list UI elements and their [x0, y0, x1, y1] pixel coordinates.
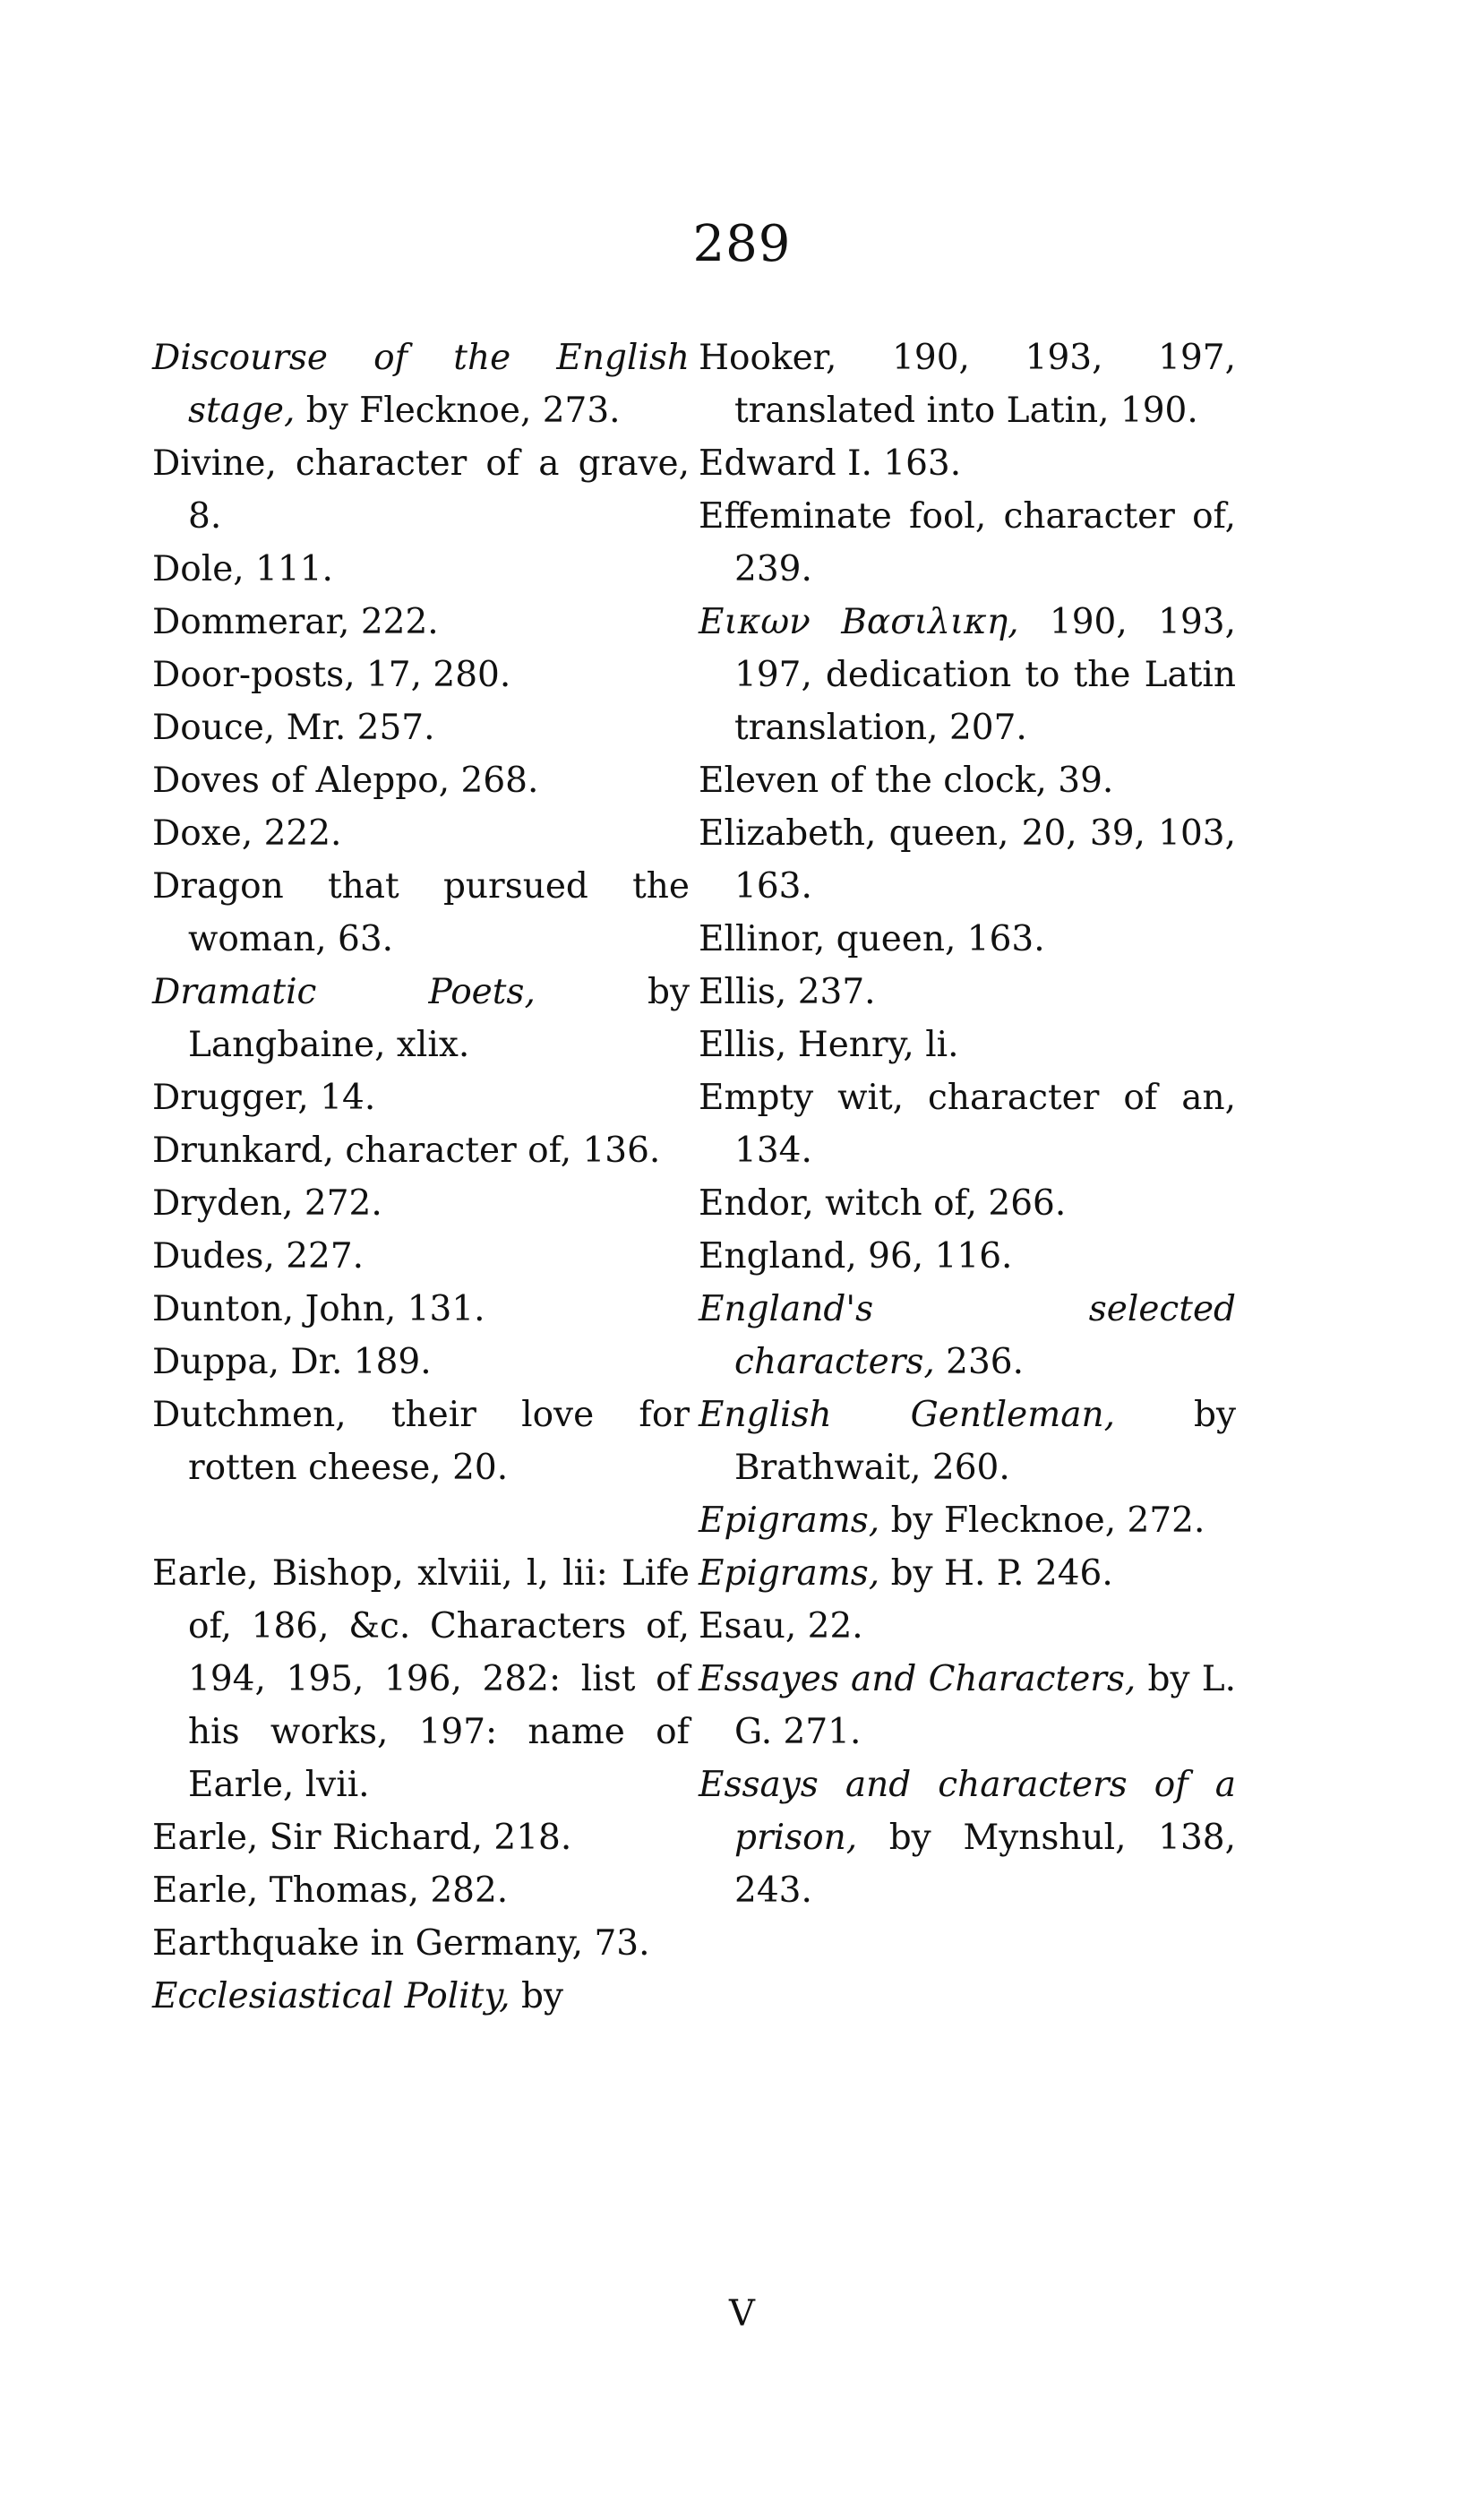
entry-text: Ellis, 237.: [699, 972, 876, 1012]
signature-mark: V: [729, 2293, 755, 2334]
index-entry: [152, 1283, 690, 1336]
index-column-right: [699, 331, 1236, 1917]
index-entry: [152, 754, 690, 807]
entry-text: by H. P. 246.: [879, 1553, 1113, 1594]
index-entry: [699, 913, 1236, 966]
index-entry: [152, 1864, 690, 1917]
entry-text: Hooker, 190, 193, 197, translated into Latin, 190.: [699, 338, 1236, 431]
entry-text: 236.: [934, 1342, 1024, 1382]
entry-text: Dunton, John, 131.: [152, 1289, 485, 1329]
index-entry: [152, 860, 690, 966]
entry-text: Duppa, Dr. 189.: [152, 1342, 432, 1382]
entry-text: Earthquake in Germany, 73.: [152, 1923, 650, 1964]
index-entry: [152, 1917, 690, 1970]
index-entry: [699, 1547, 1236, 1600]
entry-title-italic: Ecclesiastical Polity,: [152, 1976, 510, 2016]
index-entry: [152, 1071, 690, 1124]
entry-text: Edward I. 163.: [699, 443, 962, 484]
entry-title-italic: England's selected characters,: [699, 1289, 1236, 1382]
entry-title-italic: Epigrams,: [699, 1553, 880, 1594]
page-number: 289: [692, 215, 792, 273]
entry-text: Earle, Thomas, 282.: [152, 1870, 509, 1911]
entry-title-italic: Dramatic Poets,: [152, 972, 536, 1012]
index-entry: [699, 331, 1236, 437]
index-entry: [152, 1970, 690, 2023]
index-entry: [699, 754, 1236, 807]
index-entry: [699, 807, 1236, 913]
entry-text: Dudes, 227.: [152, 1236, 365, 1277]
index-entry: [152, 1389, 690, 1494]
entry-text: Endor, witch of, 266.: [699, 1183, 1067, 1224]
entry-text: Divine, character of a grave, 8.: [152, 443, 690, 537]
entry-text: Effeminate fool, character of, 239.: [699, 496, 1236, 589]
index-entry: [152, 437, 690, 543]
entry-text: Dragon that pursued the woman, 63.: [152, 866, 690, 959]
index-entry: [152, 1547, 690, 1811]
entry-text: Esau, 22.: [699, 1606, 863, 1647]
entry-text: Earle, Bishop, xlviii, l, lii: Life of, 186, &c. Characters of, 194, 195, 196, 282: list of his works, 197: name of Earle, lvii.: [152, 1553, 690, 1805]
entry-text: 190, 193, 197, dedication to the Latin translation, 207.: [734, 602, 1237, 748]
entry-text: Dole, 111.: [152, 549, 333, 589]
index-entry: [699, 1230, 1236, 1283]
index-entry: [152, 1124, 690, 1177]
entry-text: Drunkard, character of, 136.: [152, 1131, 661, 1171]
entry-text: by: [510, 1976, 563, 2016]
index-entry: [699, 1177, 1236, 1230]
entry-text: Doves of Aleppo, 268.: [152, 761, 539, 801]
index-entry: [699, 1019, 1236, 1071]
entry-title-italic: Essayes and Characters,: [699, 1659, 1137, 1699]
index-entry: [152, 543, 690, 596]
entry-text: Door-posts, 17, 280.: [152, 655, 511, 695]
entry-text: Drugger, 14.: [152, 1078, 376, 1118]
entry-text: Earle, Sir Richard, 218.: [152, 1818, 572, 1858]
index-entry: [699, 1653, 1236, 1758]
entry-text: Dutchmen, their love for rotten cheese, 20.: [152, 1395, 690, 1488]
index-entry: [699, 1494, 1236, 1547]
index-entry: [699, 437, 1236, 490]
entry-text: Douce, Mr. 257.: [152, 708, 435, 748]
entry-text: Empty wit, character of an, 134.: [699, 1078, 1236, 1171]
entry-text: Dommerar, 222.: [152, 602, 439, 642]
entry-text: Ellinor, queen, 163.: [699, 919, 1045, 959]
index-entry: [699, 596, 1236, 754]
entry-text: by Flecknoe, 272.: [879, 1500, 1205, 1541]
index-entry: [699, 1283, 1236, 1389]
entry-title-italic: Epigrams,: [699, 1500, 880, 1541]
index-entry: [699, 1758, 1236, 1917]
index-entry: [152, 807, 690, 860]
index-entry: [699, 1389, 1236, 1494]
entry-title-italic: Essays and characters of a prison,: [699, 1765, 1236, 1858]
index-entry: [152, 649, 690, 701]
entry-text: Elizabeth, queen, 20, 39, 103, 163.: [699, 813, 1236, 907]
index-entry: [152, 331, 690, 437]
entry-title-italic: Εικων Βασιλικη,: [699, 602, 1019, 642]
index-entry: [699, 1600, 1236, 1653]
entry-text: England, 96, 116.: [699, 1236, 1013, 1277]
index-column-left: [152, 331, 690, 2023]
entry-text: Ellis, Henry, li.: [699, 1025, 959, 1065]
entry-text: by L. G. 271.: [734, 1659, 1236, 1752]
entry-title-italic: English Gentleman,: [699, 1395, 1115, 1435]
index-entry: [152, 1230, 690, 1283]
index-entry: [699, 490, 1236, 596]
index-entry: [152, 701, 690, 754]
entry-text: Eleven of the clock, 39.: [699, 761, 1114, 801]
index-entry: [152, 1811, 690, 1864]
index-entry: [699, 966, 1236, 1019]
index-entry: [152, 1177, 690, 1230]
entry-text: by Langbaine, xlix.: [188, 972, 690, 1065]
entry-text: by Flecknoe, 273.: [295, 391, 621, 431]
entry-text: by Mynshul, 138, 243.: [734, 1818, 1236, 1911]
entry-title-italic: Discourse of the English stage,: [152, 338, 690, 431]
entry-text: by Brathwait, 260.: [734, 1395, 1236, 1488]
index-entry: [152, 966, 690, 1071]
entry-text: Doxe, 222.: [152, 813, 342, 854]
index-entry: [152, 1336, 690, 1389]
index-entry: [152, 596, 690, 649]
index-entry: [699, 1071, 1236, 1177]
entry-text: Dryden, 272.: [152, 1183, 382, 1224]
